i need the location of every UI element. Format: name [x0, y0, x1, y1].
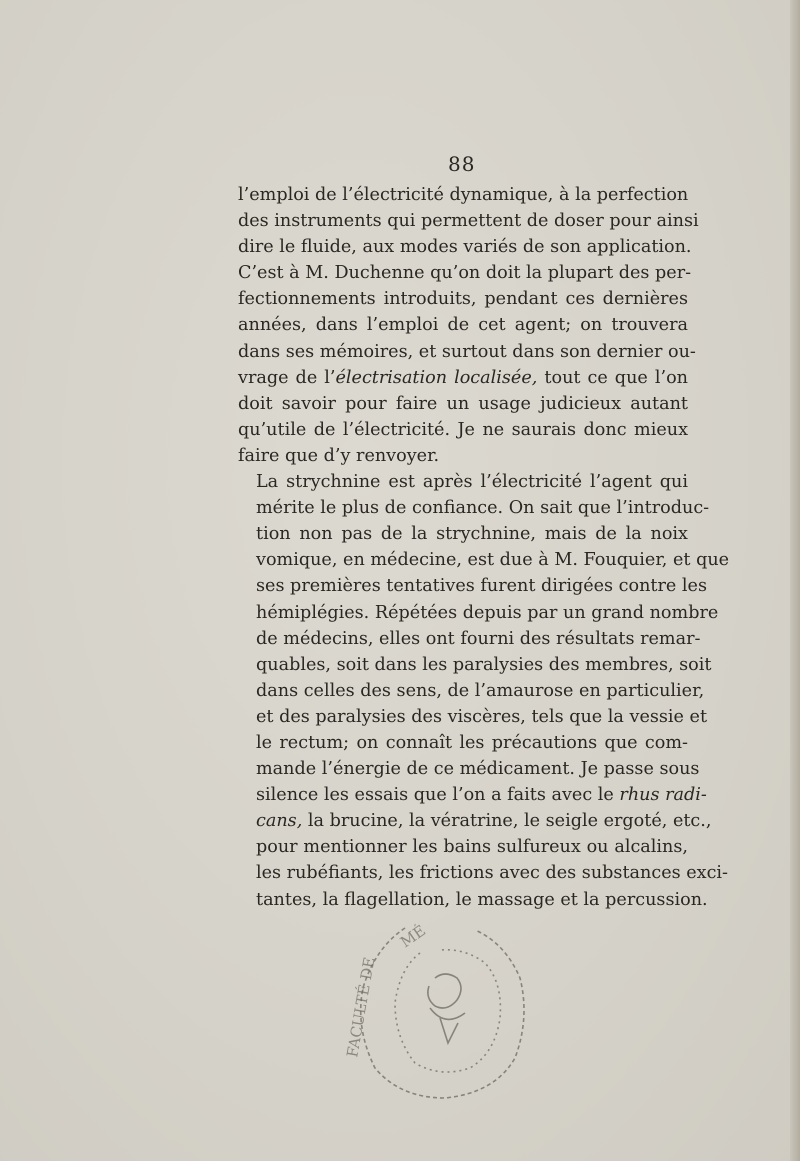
- text-line: [238, 782, 707, 808]
- text-segment: des instruments qui permettent de doser pour ainsi: [238, 211, 699, 232]
- paragraph: [238, 182, 699, 469]
- text-line: [238, 391, 688, 417]
- text-line: [238, 756, 700, 782]
- text-line: [238, 260, 692, 286]
- text-line: [238, 730, 688, 756]
- text-line: [238, 234, 692, 260]
- text-line: [238, 208, 699, 234]
- text-segment: silence les essais que l’on a faits avec le: [256, 785, 620, 806]
- text-segment: tantes, la flagellation, le massage et la percussion.: [256, 889, 708, 910]
- text-segment: mérite le plus de confiance. On sait que l’introduc-: [256, 498, 710, 519]
- text-line: [238, 286, 688, 312]
- text-line: [238, 704, 708, 730]
- text-segment: années, dans l’emploi de cet agent; on trouvera: [238, 315, 688, 336]
- text-segment: La strychnine est après l’électricité l’agent qui: [256, 472, 688, 493]
- page-edge: [790, 0, 800, 1161]
- text-line: [238, 652, 712, 678]
- text-segment: mande l’énergie de ce médicament. Je passe sous: [256, 759, 700, 780]
- svg-text:FACULTÉ DE: FACULTÉ DE: [345, 955, 379, 1059]
- text-segment: dans ses mémoires, et surtout dans son dernier ou-: [238, 341, 696, 362]
- page-number: 88: [448, 152, 476, 176]
- text-line: [238, 339, 696, 365]
- text-segment: et des paralysies des viscères, tels que la vessie et: [256, 706, 708, 727]
- stamp-text: [345, 908, 346, 909]
- text-segment: vomique, en médecine, est due à M. Fouquier, et que: [256, 550, 730, 571]
- text-line: [238, 417, 688, 443]
- text-line: [238, 834, 688, 860]
- text-segment: pour mentionner les bains sulfureux ou alcalins,: [256, 837, 688, 858]
- body-text: [238, 182, 730, 913]
- text-line: [238, 547, 730, 573]
- text-segment: tion non pas de la strychnine, mais de la noix: [256, 524, 688, 545]
- text-segment: dans celles des sens, de l’amaurose en particulier,: [256, 680, 705, 701]
- text-line: [238, 365, 688, 391]
- text-segment: faire que d’y renvoyer.: [238, 445, 440, 466]
- text-line: [238, 678, 705, 704]
- text-segment: C’est à M. Duchenne qu’on doit la plupart des per-: [238, 263, 692, 284]
- text-line: [238, 469, 688, 495]
- text-segment: hémiplégies. Répétées depuis par un grand nombre: [256, 602, 719, 623]
- text-line: [238, 312, 688, 338]
- svg-text:MÉ: MÉ: [396, 921, 429, 952]
- text-segment: la brucine, la vératrine, le seigle ergoté, etc.,: [302, 811, 712, 832]
- text-segment: doit savoir pour faire un usage judicieux autant: [238, 393, 688, 414]
- text-segment: le rectum; on connaît les précautions que com-: [256, 732, 688, 753]
- text-segment: les rubéfiants, les frictions avec des substances exci-: [256, 863, 728, 884]
- text-line: [238, 443, 688, 469]
- text-line: [238, 521, 688, 547]
- text-segment: fectionnements introduits, pendant ces dernières: [238, 289, 688, 310]
- text-segment: tout ce que l’on: [537, 367, 689, 388]
- stamp-seal-icon: [345, 908, 535, 1108]
- italic-text: rhus radi-: [619, 785, 707, 806]
- italic-text: cans,: [256, 811, 303, 832]
- text-segment: ses premières tentatives furent dirigées contre les: [256, 576, 707, 597]
- text-segment: de médecins, elles ont fourni des résultats remar-: [256, 628, 701, 649]
- text-segment: dire le fluide, aux modes variés de son application.: [238, 237, 692, 258]
- text-segment: qu’utile de l’électricité. Je ne saurais donc mieux: [238, 419, 688, 440]
- text-line: [238, 495, 710, 521]
- paragraph: [238, 469, 730, 913]
- library-stamp: [345, 908, 535, 1108]
- text-segment: l’emploi de l’électricité dynamique, à la perfection: [238, 185, 689, 205]
- text-segment: quables, soit dans les paralysies des membres, soit: [256, 654, 712, 675]
- italic-text: électrisation localisée,: [335, 367, 538, 388]
- text-line: [238, 626, 701, 652]
- text-line: [238, 860, 728, 886]
- text-line: [238, 573, 707, 599]
- text-line: [238, 182, 688, 208]
- text-line: [238, 808, 712, 834]
- text-line: [238, 600, 719, 626]
- text-segment: vrage de l’: [238, 367, 336, 388]
